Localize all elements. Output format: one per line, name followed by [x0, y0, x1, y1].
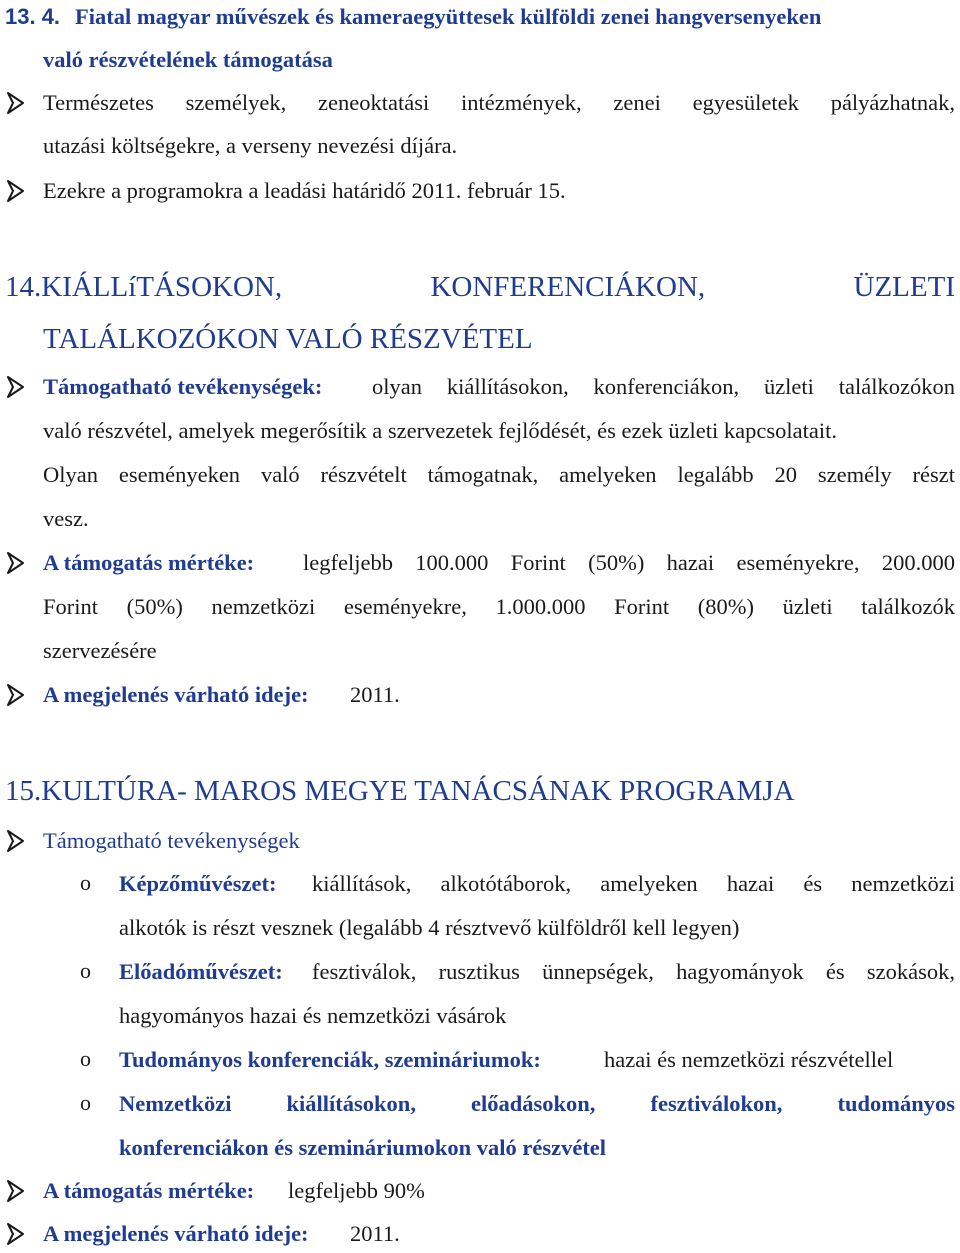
bullet-text: Ezekre a programokra a leadási határidő 2011. február 15.: [43, 178, 566, 203]
bullet-text: Természetes személyek, zeneoktatási intézmények, zenei egyesületek pályázhatnak,: [43, 90, 955, 115]
circle-bullet: o: [80, 870, 91, 895]
bullet-label: Támogatható tevékenységek:: [43, 374, 323, 399]
sub-bullet-label: konferenciákon és szemináriumokon való részvétel: [119, 1135, 607, 1160]
bullet-text: Olyan eseményeken való részvételt támogatnak, amelyeken legalább 20 személy részt: [43, 462, 955, 487]
circle-bullet: o: [80, 1090, 91, 1115]
bullet-label: A támogatás mértéke:: [43, 1178, 255, 1203]
sub-bullet-label: Nemzetközi kiállításokon, előadásokon, fesztiválokon, tudományos: [119, 1091, 955, 1116]
sub-bullet-label: Képzőművészet:: [119, 871, 277, 896]
section-13-title-line2: való részvételének támogatása: [43, 47, 333, 72]
section-13-number: 13. 4.: [5, 4, 61, 29]
bullet-text: olyan kiállításokon, konferenciákon, üzleti találkozókon: [372, 374, 955, 399]
arrowhead-bullet-icon: [6, 374, 26, 400]
bullet-text: 2011.: [350, 1221, 400, 1246]
section-13-title-line1: Fiatal magyar művészek és kameraegyüttesek külföldi zenei hangversenyeken: [75, 4, 822, 29]
arrowhead-bullet-icon: [6, 828, 26, 854]
sub-bullet-text: hagyományos hazai és nemzetközi vásárok: [119, 1003, 507, 1028]
bullet-text: 2011.: [350, 682, 400, 707]
bullet-label: A megjelenés várható ideje:: [43, 682, 309, 707]
bullet-text: Forint (50%) nemzetközi eseményekre, 1.000.000 Forint (80%) üzleti találkozók: [43, 594, 955, 619]
bullet-label: A támogatás mértéke:: [43, 550, 255, 575]
bullet-text: vesz.: [43, 506, 89, 531]
bullet-text: legfeljebb 90%: [288, 1178, 425, 1203]
bullet-text: való részvétel, amelyek megerősítik a szervezetek fejlődését, és ezek üzleti kapcsolatait.: [43, 418, 838, 443]
arrowhead-bullet-icon: [6, 178, 26, 204]
arrowhead-bullet-icon: [6, 90, 26, 116]
section-14-title-line1: 14.KIÁLLíTÁSOKON, KONFERENCIÁKON, ÜZLETI: [5, 271, 955, 303]
section-15-title: 15.KULTÚRA- MAROS MEGYE TANÁCSÁNAK PROGRAMJA: [5, 775, 795, 807]
bullet-text: szervezésére: [43, 638, 157, 663]
arrowhead-bullet-icon: [6, 550, 26, 576]
bullet-label: Támogatható tevékenységek: [43, 828, 300, 853]
sub-bullet-label: Tudományos konferenciák, szemináriumok:: [119, 1047, 541, 1072]
arrowhead-bullet-icon: [6, 1221, 26, 1247]
circle-bullet: o: [80, 1046, 91, 1071]
bullet-text: legfeljebb 100.000 Forint (50%) hazai eseményekre, 200.000: [303, 550, 955, 575]
sub-bullet-text: hazai és nemzetközi részvétellel: [604, 1047, 894, 1072]
sub-bullet-text: alkotók is részt vesznek (legalább 4 résztvevő külföldről kell legyen): [119, 915, 740, 940]
circle-bullet: o: [80, 958, 91, 983]
sub-bullet-label: Előadóművészet:: [119, 959, 283, 984]
arrowhead-bullet-icon: [6, 1178, 26, 1204]
sub-bullet-text: kiállítások, alkotótáborok, amelyeken hazai és nemzetközi: [312, 871, 955, 896]
bullet-label: A megjelenés várható ideje:: [43, 1221, 309, 1246]
bullet-text: utazási költségekre, a verseny nevezési díjára.: [43, 133, 458, 158]
sub-bullet-text: fesztiválok, rusztikus ünnepségek, hagyományok és szokások,: [312, 959, 955, 984]
section-14-title-line2: TALÁLKOZÓKON VALÓ RÉSZVÉTEL: [43, 323, 533, 355]
arrowhead-bullet-icon: [6, 682, 26, 708]
